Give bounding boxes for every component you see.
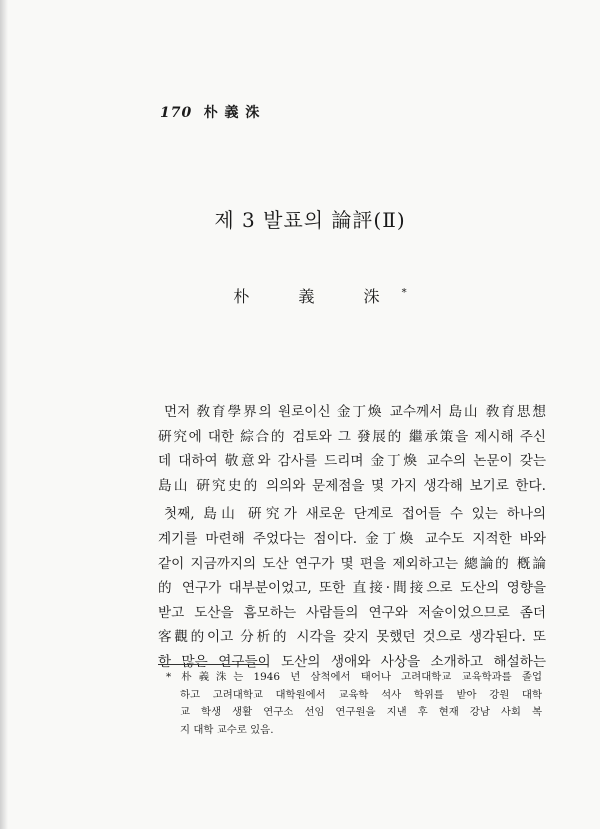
running-head-author: 朴 義 洙 bbox=[203, 105, 261, 121]
footnote-line: 지 대학 교수로 있음. bbox=[180, 723, 274, 736]
author-name: 朴 義 洙 bbox=[233, 287, 402, 306]
footnote bbox=[166, 669, 542, 739]
footnote-rule bbox=[158, 664, 268, 665]
text-line: 的 연구가 대부분이었고, 또한 直接·間接으로 도산의 영향을 bbox=[158, 580, 546, 597]
page-number: 170 bbox=[160, 105, 193, 121]
text-line: 먼저 敎育學界의 원로이신 金丁煥 교수께서 島山 敎育思想 bbox=[164, 404, 546, 420]
text-line: 계기를 마련해 주었다는 점이다. 金丁煥 교수도 지적한 바와 bbox=[158, 530, 546, 547]
article-author bbox=[0, 284, 600, 307]
text-line: 島山 硏究史的 의의와 문제점을 몇 가지 생각해 보기로 한다. bbox=[158, 477, 546, 494]
text-line: 客觀的이고 分析的 시각을 갖지 못했던 것으로 생각된다. 또 bbox=[158, 629, 546, 646]
text-line: 같이 지금까지의 도산 연구가 몇 편을 제외하고는 總論的 槪論 bbox=[158, 555, 546, 572]
footnote-line: 교 학생 생활 연구소 선임 연구원을 지낸 후 현재 강남 사회 복 bbox=[180, 706, 542, 718]
text-line: 받고 도산을 흠모하는 사람들의 연구와 저술이었으므로 좀더 bbox=[158, 604, 546, 621]
footnote-line: * 朴義洙는 1946 년 삼척에서 태어나 고려대학교 교육학과를 졸업 bbox=[166, 671, 542, 683]
text-line: 硏究에 대한 綜合的 검토와 그 發展的 繼承策을 제시해 주신 bbox=[158, 428, 546, 445]
running-header bbox=[160, 102, 260, 122]
author-footnote-mark: * bbox=[401, 287, 407, 299]
text-line: 첫째, 島山 硏究가 새로운 단계로 접어들 수 있는 하나의 bbox=[164, 506, 546, 523]
text-line: 데 대하여 敬意와 감사를 드리며 金丁煥 교수의 논문이 갖는 bbox=[158, 453, 546, 470]
paragraph-2 bbox=[158, 502, 546, 674]
text-line: 한 많은 연구들이 도산의 생애와 사상을 소개하고 해설하는 bbox=[158, 653, 546, 670]
body-text bbox=[158, 400, 546, 675]
paragraph-1 bbox=[158, 400, 546, 498]
footnote-line: 하고 고려대학교 대학원에서 교육학 석사 학위를 받아 강원 대학 bbox=[180, 688, 542, 701]
page-edge-shadow bbox=[0, 0, 8, 829]
article-title: 제 3 발표의 論評(Ⅱ) bbox=[214, 208, 406, 232]
